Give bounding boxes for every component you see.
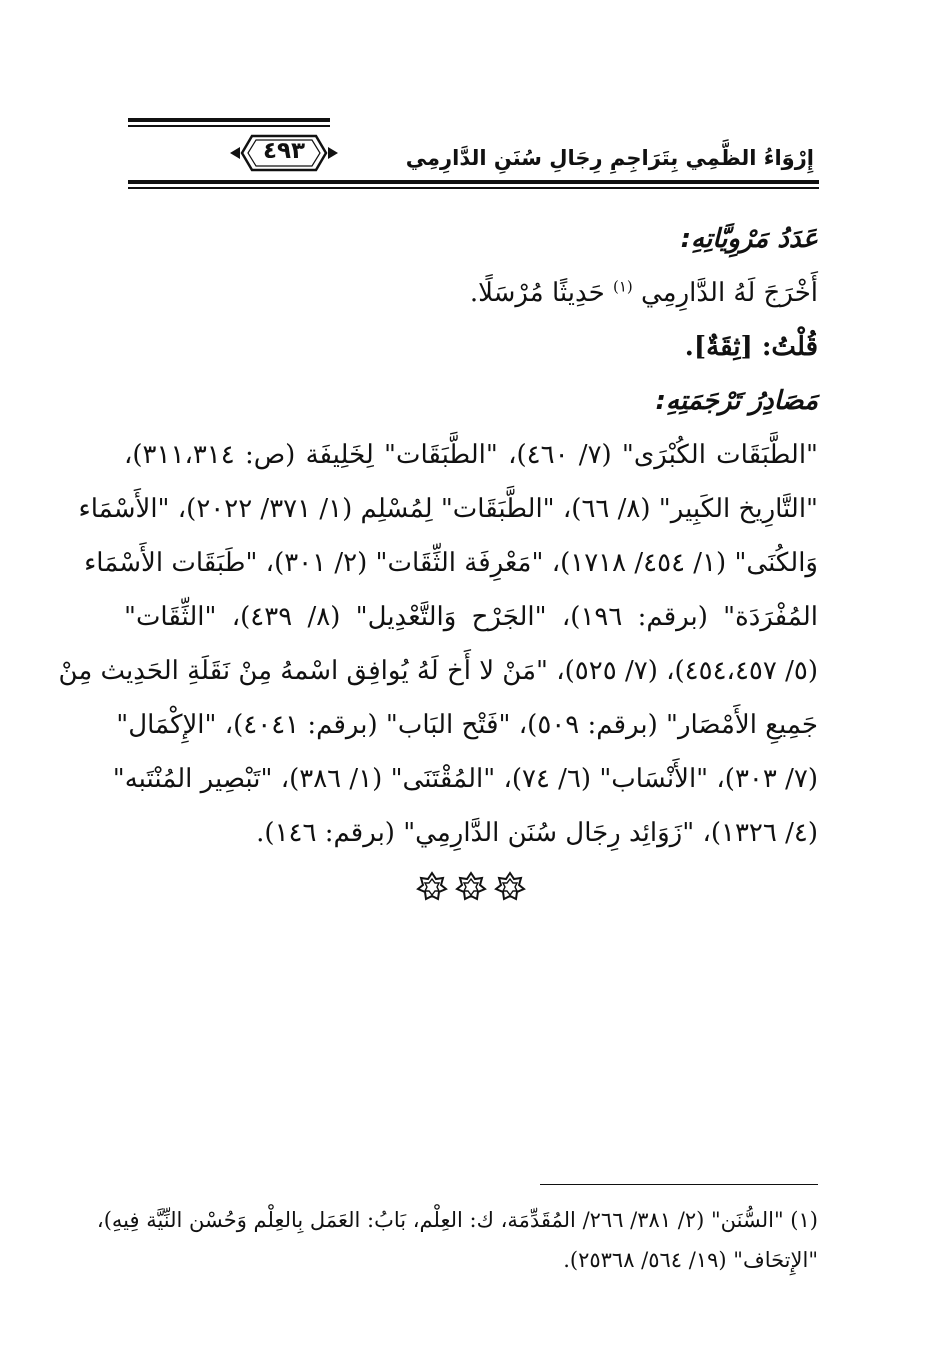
running-title: إِرْوَاءُ الظَّمِي بِتَرَاجِمِ رِجَالِ سُنَنِ الدَّارِمِي bbox=[405, 146, 814, 170]
page-number-badge bbox=[228, 130, 340, 176]
header-rule-long-thick bbox=[128, 180, 819, 184]
section-divider bbox=[0, 872, 942, 906]
footnote-marker[interactable]: (١) bbox=[612, 277, 633, 296]
verdict-line: قُلْتُ: [ثِقَةٌ]. bbox=[684, 332, 818, 362]
sources-line: "الطَّبَقَات الكُبْرَى" (٧/ ٤٦٠)، "الطَّبَقَات" لِخَلِيفَة (ص: ٣١١،٣١٤)، bbox=[124, 440, 819, 470]
star-ornament-icon bbox=[417, 872, 447, 902]
footnote-line: "الإِتحَاف" (١٩/ ٥٦٤/ ٢٥٣٦٨). bbox=[563, 1248, 818, 1272]
narration-text: أَخْرَجَ لَهُ الدَّارِمِي bbox=[641, 278, 818, 308]
heading-sources: مَصَادِرُ تَرْجَمَتِهِ: bbox=[655, 386, 818, 416]
sources-line: المُفْرَدَة" (برقم: ١٩٦)، "الجَرْح وَالتَّعْدِيل" (٨/ ٤٣٩)، "الثِّقَات" bbox=[124, 602, 818, 632]
sources-line: (٤/ ١٣٢٦)، "زَوَائِد رِجَال سُنَن الدَّارِمِي" (برقم: ١٤٦). bbox=[256, 818, 818, 848]
header-rule-long-thin bbox=[128, 187, 819, 189]
heading-narrations-count: عَدَدُ مَرْوِيَّاتِهِ: bbox=[680, 224, 818, 254]
star-ornament-icon bbox=[456, 872, 486, 902]
page-number: ٤٩٣ bbox=[262, 138, 306, 164]
sources-line: "التَّارِيخ الكَبِير" (٨/ ٦٦)، "الطَّبَقَات" لِمُسْلِم (١/ ٣٧١/ ٢٠٢٢)، "الأَسْمَاء bbox=[78, 494, 818, 524]
sources-line: جَمِيعِ الأَمْصَار" (برقم: ٥٠٩)، "فَتْح البَاب" (برقم: ٤٠٤١)، "الإِكْمَال" bbox=[116, 710, 818, 740]
main-text bbox=[58, 212, 819, 860]
narration-tail: حَدِيثًا مُرْسَلًا. bbox=[469, 278, 605, 308]
narration-line bbox=[124, 266, 818, 320]
header-rule-short-thin bbox=[128, 125, 330, 127]
sources-line: (٥/ ٤٥٤،٤٥٧)، (٧/ ٥٢٥)، "مَنْ لا أَخ لَهُ يُوافِق اسْمهُ مِنْ نَقَلَةِ الحَدِيث مِنْ bbox=[58, 656, 818, 686]
sources-line: (٧/ ٣٠٣)، "الأَنْسَاب" (٦/ ٧٤)، "المُقْتَنَى" (١/ ٣٨٦)، "تَبْصِير المُنْتَبه" bbox=[112, 764, 818, 794]
footnotes bbox=[96, 1200, 818, 1280]
footnote-separator bbox=[540, 1184, 818, 1185]
header-rule-short-thick bbox=[128, 118, 330, 122]
star-ornament-icon bbox=[495, 872, 525, 902]
sources-line: وَالكُنَى" (١/ ٤٥٤/ ١٧١٨)، "مَعْرِفَة الثِّقَات" (٢/ ٣٠١)، "طَبَقَات الأَسْمَاء bbox=[84, 548, 818, 578]
footnote-line: (١) "السُّنَن" (٢/ ٣٨١/ ٢٦٦/ المُقَدِّمَة، ك: العِلْم، بَابُ: العَمَل بِالعِلْم وَحُسْن النِّيَّة فِيهِ)، bbox=[96, 1208, 818, 1232]
